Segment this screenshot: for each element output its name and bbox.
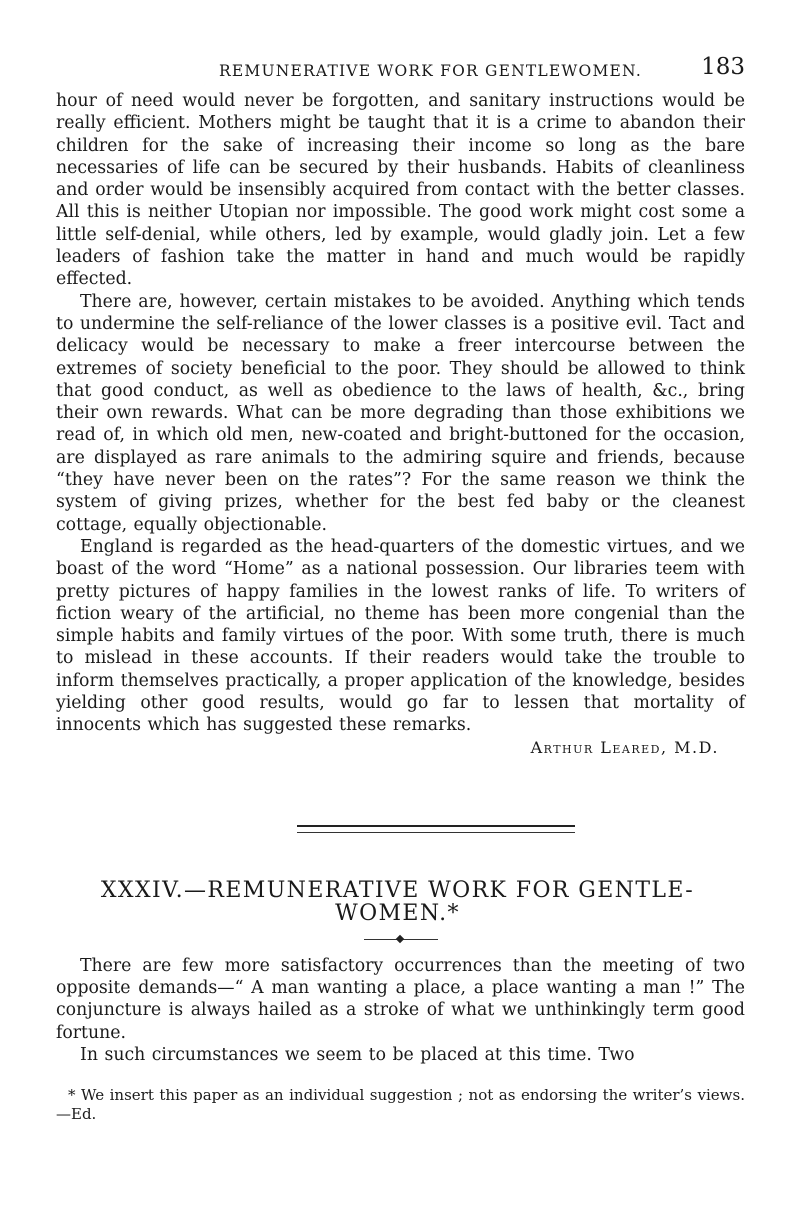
paragraph-2: There are, however, certain mistakes to be avoided. Anything which tends to undermine the self-reliance of the lower classes is a positive evil. Tact and delicacy would be necessary to make a freer intercourse between the extremes of society beneficial to the poor. They should be allowed to think that good conduct, as well as obedience to the laws of health, &c., bring their own rewards. What can be more degrading than those exhibitions we read of, in which old men, new-coated and bright-buttoned for the occasion, are displayed as rare animals to the admiring squire and friends, because “they have never been on the rates”? For the same reason we think the system of giving prizes, whether for the best fed baby or the cleanest cottage, equally objectionable.: [56, 291, 745, 535]
article-title: [50, 879, 745, 925]
diamond-rule-ornament: [364, 935, 438, 945]
page-number: 183: [701, 54, 745, 80]
article-title-line-2: WOMEN.*: [335, 900, 460, 926]
article-title-line-1: XXXIV.—REMUNERATIVE WORK FOR GENTLE-: [100, 877, 695, 903]
article-body: [56, 955, 745, 1066]
section-divider: [227, 825, 575, 833]
footnote-marker: *: [68, 1086, 76, 1105]
footnote: [56, 1086, 745, 1124]
footnote-text: We insert this paper as an individual suggestion ; not as endorsing the writer’s views.—Ed.: [56, 1086, 745, 1124]
article-paragraph-1: There are few more satisfactory occurrences than the meeting of two opposite demands—“ A man wanting a place, a place wanting a man !” The conjuncture is always hailed as a stroke of what we unthinkingly term good fortune.: [56, 955, 745, 1043]
author-signature: Arthur Leared, M.D.: [530, 737, 719, 757]
paragraph-3: England is regarded as the head-quarters of the domestic virtues, and we boast of the word “Home” as a national possession. Our libraries teem with pretty pictures of happy families in the lowest ranks of life. To writers of fiction weary of the artificial, no theme has been more congenial than the simple habits and family virtues of the poor. With some truth, there is much to mislead in these accounts. If their readers would take the trouble to inform themselves practically, a proper application of the knowledge, besides yielding other good results, would go far to lessen that mortality of innocents which has suggested these remarks.: [56, 536, 745, 736]
running-title: REMUNERATIVE WORK FOR GENTLEWOMEN.: [219, 62, 642, 80]
paragraph-1: hour of need would never be forgotten, and sanitary instructions would be really efficient. Mothers might be taught that it is a crime to abandon their children for the sake of increasing their income so long as the bare necessaries of life can be secured by their husbands. Habits of cleanliness and order would be insensibly acquired from contact with the better classes. All this is neither Utopian nor impossible. The good work might cost some a little self-denial, while others, led by example, would gladly join. Let a few leaders of fashion take the matter in hand and much would be rapidly effected.: [56, 91, 745, 290]
running-head: [56, 50, 745, 90]
article-paragraph-2: In such circumstances we seem to be placed at this time. Two: [80, 1044, 635, 1065]
